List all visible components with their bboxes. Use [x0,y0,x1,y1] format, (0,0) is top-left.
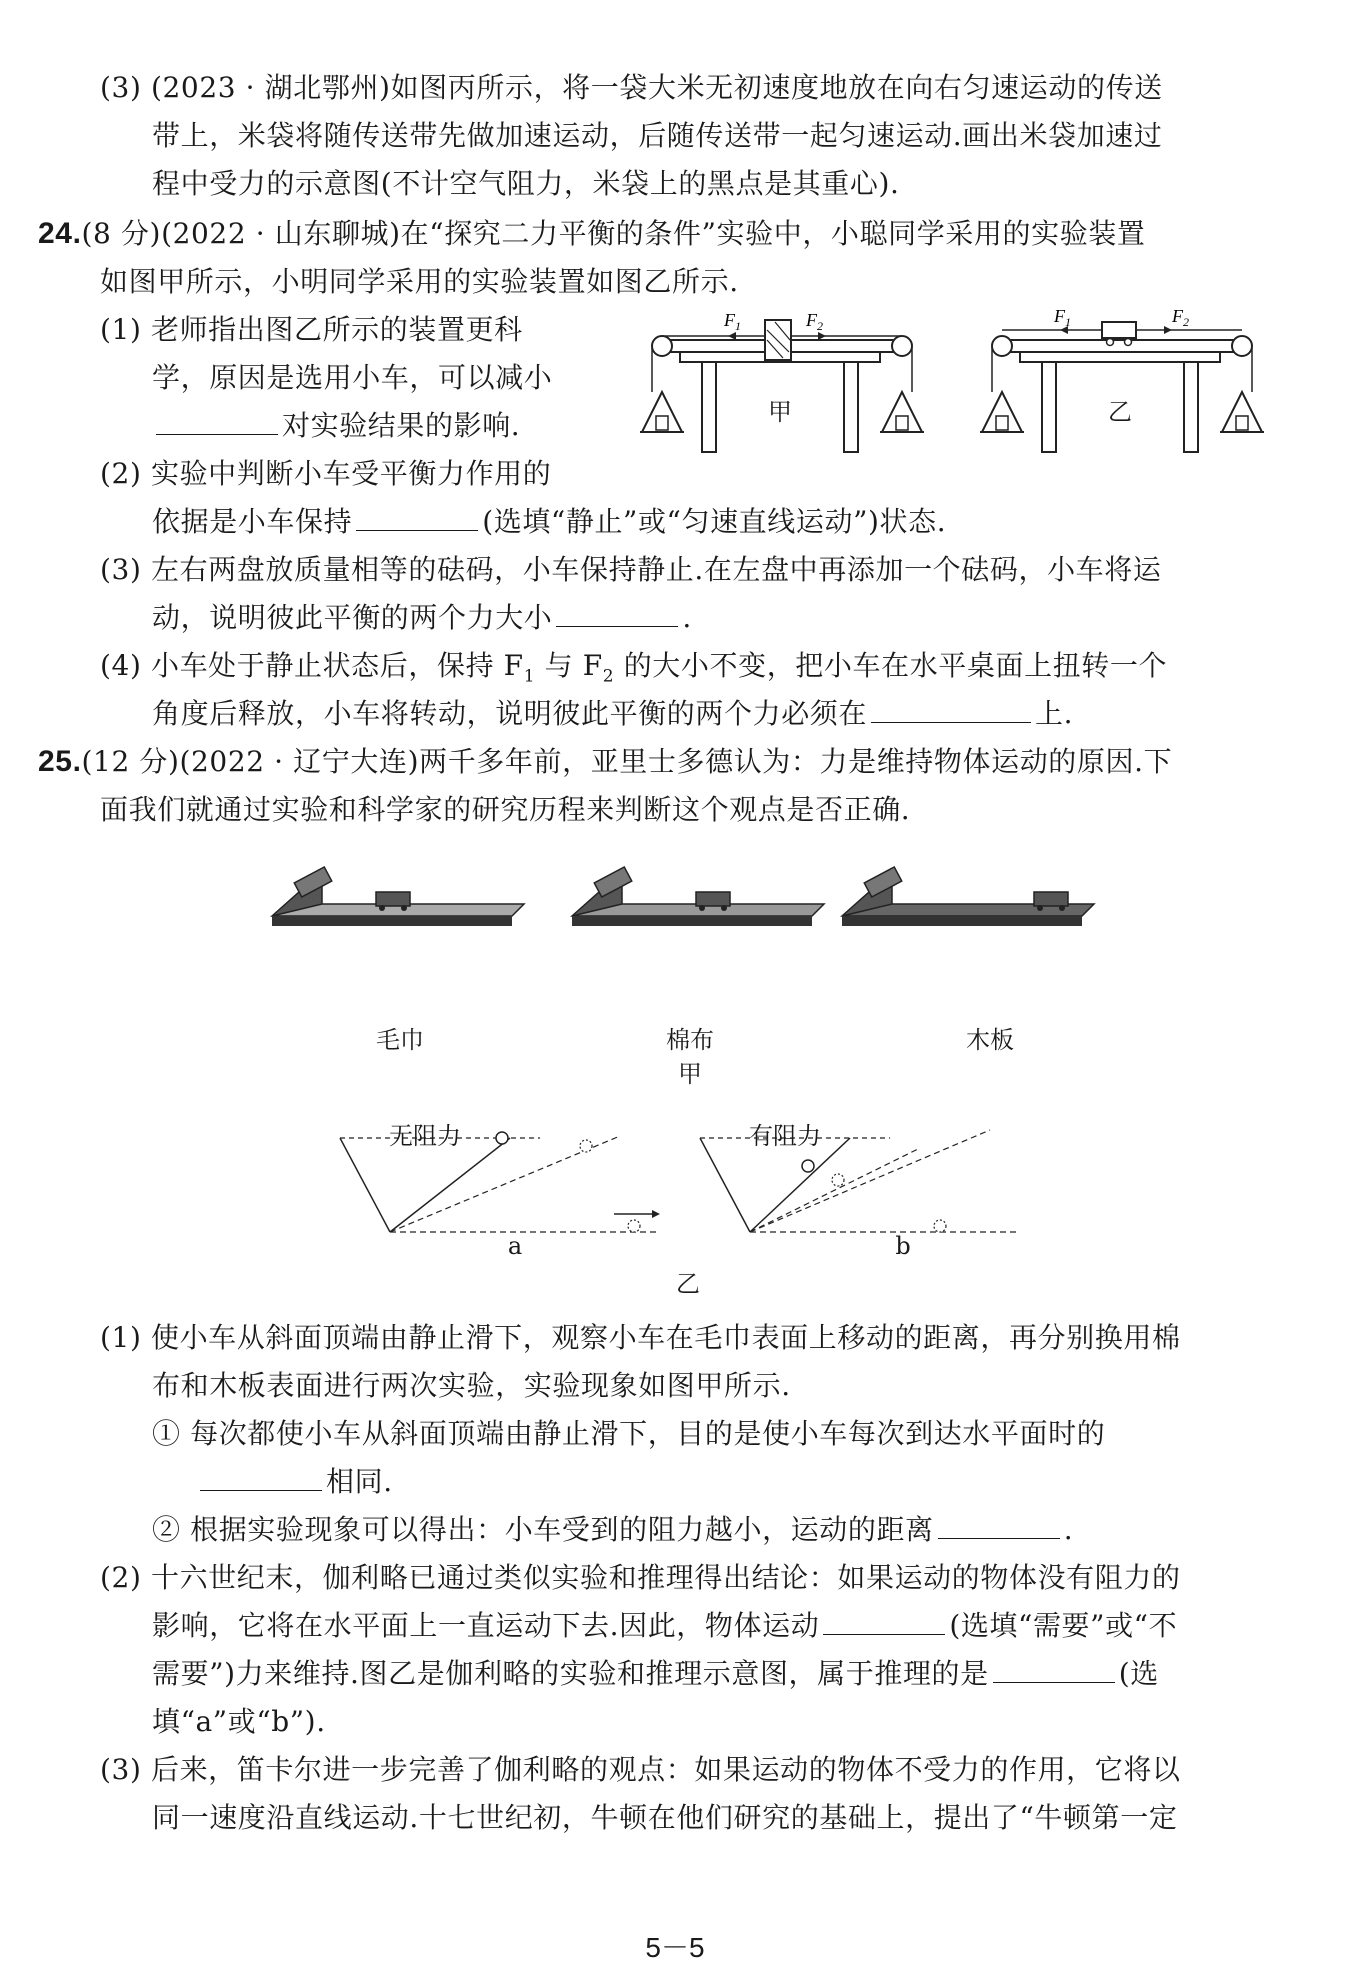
q24-heading-line2: 如图甲所示，小明同学采用的实验装置如图乙所示. [100,265,739,298]
surface-towel-ramp [272,867,524,926]
q24-yi-f1: $F_1$ [1054,306,1071,329]
q25-p2-line3-a: 需要”)力来维持.图乙是伽利略的实验和推理示意图，属于推理的是 [152,1657,989,1690]
q24-p2-line2 [152,502,946,542]
q25-figure-jia [268,858,1108,938]
q24-p4-line1 [100,646,1167,697]
q24-p4-line2-b: 上. [1035,697,1074,730]
q24-p4-sub1: 1 [523,666,536,687]
q24-fig-caption-jia: 甲 [768,398,792,426]
q24-p3-line2 [152,598,692,638]
q25-has-resistance-label: 有阻力 [749,1122,821,1150]
q24-p2-line1: (2) 实验中判断小车受平衡力作用的 [100,457,552,490]
q24-yi-f2: $F_2$ [1172,306,1189,329]
q25-p2-blank1[interactable] [823,1606,945,1635]
q24-p4-text-a: (4) 小车处于静止状态后，保持 F [100,649,524,682]
q24-p3-line1: (3) 左右两盘放质量相等的砝码，小车保持静止.在左盘中再添加一个砝码，小车将运 [100,553,1162,586]
q25-p1-line2: 布和木板表面进行两次实验，实验现象如图甲所示. [152,1369,791,1402]
q25-p1-sub2-a: ② 根据实验现象可以得出：小车受到的阻力越小，运动的距离 [152,1513,934,1546]
q25-p1-sub1-line1: ① 每次都使小车从斜面顶端由静止滑下，目的是使小车每次到达水平面时的 [152,1417,1106,1450]
q24-p3-line2-b: . [682,601,692,634]
q25-p2-line4: 填“a”或“b”). [152,1705,326,1738]
q25-label-b: b [895,1232,911,1260]
q25-p2-line2-a: 影响，它将在水平面上一直运动下去.因此，物体运动 [152,1609,820,1642]
q25-p1-sub1-line2-text: 相同. [326,1465,393,1498]
surface-wood-ramp [842,867,1094,926]
q24-p3-blank[interactable] [556,598,678,627]
page-number: 5－5 [645,1932,705,1963]
q24-fig-caption-yi: 乙 [1108,398,1132,426]
q25-fig-caption-yi: 乙 [676,1270,700,1298]
q25-surface-wood-label: 木板 [966,1026,1014,1054]
q24-p2-line2-a: 依据是小车保持 [152,505,353,538]
q24-p1-blank[interactable] [156,406,278,435]
q24-p3-line2-a: 动，说明彼此平衡的两个力大小 [152,601,553,634]
surface-cotton-ramp [572,867,824,926]
q25-label-a: a [507,1232,523,1260]
q24-p4-text-c: 的大小不变，把小车在水平桌面上扭转一个 [614,649,1168,682]
q23-p3-line3: 程中受力的示意图(不计空气阻力，米袋上的黑点是其重心). [152,167,900,200]
q24-p2-line2-b: (选填“静止”或“匀速直线运动”)状态. [482,505,947,538]
q25-fig-caption-jia: 甲 [678,1060,702,1088]
q24-p4-line2 [152,694,1073,734]
q25-no-resistance-label: 无阻力 [389,1122,461,1150]
q25-p3-line2: 同一速度沿直线运动.十七世纪初，牛顿在他们研究的基础上，提出了“牛顿第一定 [152,1801,1178,1834]
q25-p2-line2-b: (选填“需要”或“不 [949,1609,1178,1642]
q24-jia-f1: $F_1$ [724,310,741,333]
q25-p1-line1: (1) 使小车从斜面顶端由静止滑下，观察小车在毛巾表面上移动的距离，再分别换用棉 [100,1321,1181,1354]
q24-p4-blank[interactable] [871,694,1031,723]
q25-number: 25. [38,745,82,778]
q25-p3-line1: (3) 后来，笛卡尔进一步完善了伽利略的观点：如果运动的物体不受力的作用，它将以 [100,1753,1181,1786]
q24-p4-sub2: 2 [602,666,615,687]
q24-heading-line1 [38,214,1146,254]
q25-p1-sub1-line2 [196,1462,393,1502]
q25-surface-towel-label: 毛巾 [376,1026,424,1054]
q24-p2-blank[interactable] [356,502,478,531]
q25-p1-sub2 [152,1510,1073,1550]
q25-heading-line1 [38,742,1172,782]
q24-p1-line3 [152,406,520,446]
q24-number: 24. [38,217,82,250]
q25-heading-line2: 面我们就通过实验和科学家的研究历程来判断这个观点是否正确. [100,793,911,826]
q25-heading-text: (12 分)(2022 · 辽宁大连)两千多年前，亚里士多德认为：力是维持物体运动的原因.下 [81,745,1173,778]
q25-p2-line3 [152,1654,1159,1694]
q25-p1-sub2-blank[interactable] [938,1510,1060,1539]
q23-p3-line1: (3) (2023 · 湖北鄂州)如图丙所示，将一袋大米无初速度地放在向右匀速运动的传送 [100,71,1163,104]
q23-p3-line2: 带上，米袋将随传送带先做加速运动，后随传送带一起匀速运动.画出米袋加速过 [152,119,1163,152]
q25-p1-sub2-b: . [1063,1513,1074,1546]
q24-p1-line2: 学，原因是选用小车，可以减小 [152,361,553,394]
q25-p1-sub1-blank[interactable] [200,1462,322,1491]
q24-heading-text: (8 分)(2022 · 山东聊城)在“探究二力平衡的条件”实验中，小聪同学采用的实验装置 [81,217,1146,250]
q25-p2-blank2[interactable] [993,1654,1115,1683]
q25-p2-line2 [152,1606,1177,1646]
q24-p4-line2-a: 角度后释放，小车将转动，说明彼此平衡的两个力必须在 [152,697,868,730]
q24-p4-text-b: 与 F [535,649,603,682]
q25-surface-cotton-label: 棉布 [666,1026,714,1054]
q25-p2-line3-b: (选 [1118,1657,1159,1690]
q24-p1-line3-text: 对实验结果的影响. [282,409,521,442]
q24-p1-line1: (1) 老师指出图乙所示的装置更科 [100,313,523,346]
q25-p2-line1: (2) 十六世纪末，伽利略已通过类似实验和推理得出结论：如果运动的物体没有阻力的 [100,1561,1181,1594]
q24-jia-f2: $F_2$ [806,310,823,333]
